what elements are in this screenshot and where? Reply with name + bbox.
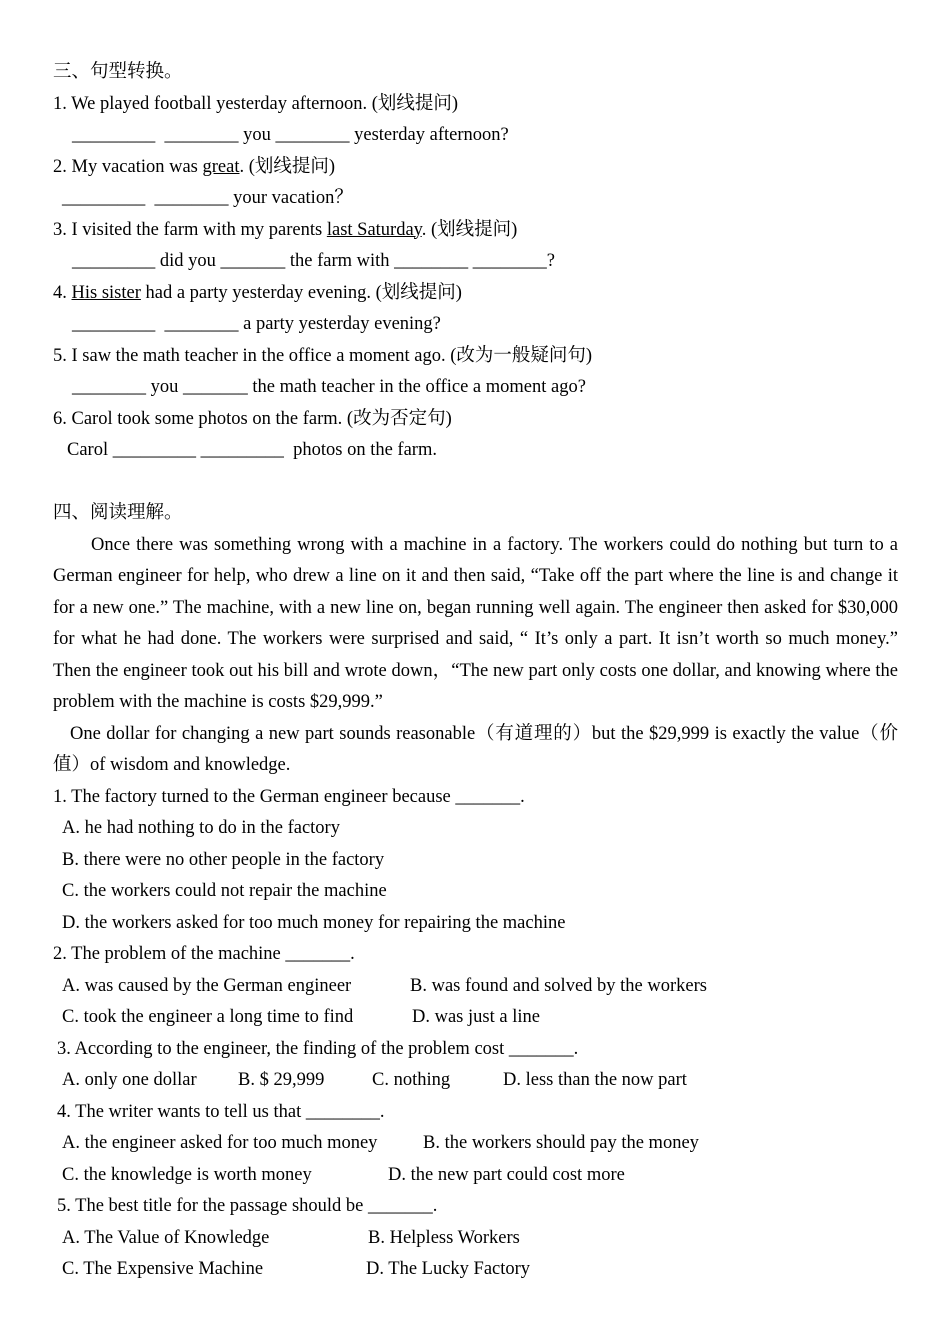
s3-answer-5: ________ you _______ the math teacher in the office a moment ago? xyxy=(72,377,586,397)
s3-answer-3: _________ did you _______ the farm with ________ ________? xyxy=(72,251,556,271)
option-5b: B. Helpless Workers xyxy=(368,1227,520,1248)
s3-question-4 xyxy=(53,278,898,310)
options-2-row-2 xyxy=(53,1002,898,1034)
option-2a: A. was caused by the German engineer xyxy=(62,975,352,996)
option-4a: A. the engineer asked for too much money xyxy=(62,1133,378,1153)
option-3c: C. nothing xyxy=(372,1070,451,1090)
reading-paragraph-2 xyxy=(53,719,898,782)
option-1c: C. the workers could not repair the machine xyxy=(62,881,387,901)
q-text: 3. I visited the farm with my parents xyxy=(53,219,327,240)
option-4b: B. the workers should pay the money xyxy=(423,1133,699,1153)
option-1d: D. the workers asked for too much money for repairing the machine xyxy=(62,912,566,933)
option-5d: D. The Lucky Factory xyxy=(366,1259,531,1279)
option-4c: C. the knowledge is worth money xyxy=(62,1164,312,1185)
option-2b: B. was found and solved by the workers xyxy=(410,975,707,996)
options-5-row-1 xyxy=(53,1223,898,1255)
option-1b: B. there were no other people in the factory xyxy=(62,849,385,870)
option-5c: C. The Expensive Machine xyxy=(62,1259,264,1279)
option-2d: D. was just a line xyxy=(412,1007,540,1027)
options-5-row-2 xyxy=(53,1254,898,1286)
q-text: had a party yesterday evening. (划线提问) xyxy=(140,282,462,303)
s3-question-1: 1. We played football yesterday afternoon. (划线提问) xyxy=(53,93,459,114)
reading-question-4: 4. The writer wants to tell us that ________. xyxy=(57,1101,385,1122)
underlined-word: His sister xyxy=(71,282,141,303)
q-text: . (划线提问) xyxy=(239,156,336,177)
section-4-heading: 四、阅读理解。 xyxy=(53,503,183,523)
paragraph-text: One dollar for changing a new part sounds reasonable（有道理的）but the $29,999 is exactly the value（价值）of wisdom and knowledge. xyxy=(53,723,898,775)
option-3d: D. less than the now part xyxy=(503,1070,687,1090)
paragraph-text: Once there was something wrong with a machine in a factory. The workers could do nothing but turn to a German engineer for help, who drew a line on it and then said, “Take off the part where the line is and change it for a new one.” The machine, with a new line on, began running well again. The engineer then asked for $30,000 for what he had done. The workers were surprised and said, “ It’s only a part. It isn’t worth so much money.” Then the engineer took out his bill and wrote down，“The new part only costs one dollar, and knowing where the problem with the machine is costs $29,999.” xyxy=(53,534,898,712)
reading-paragraph-1 xyxy=(53,530,898,719)
section-3-heading: 三、句型转换。 xyxy=(53,62,183,82)
reading-question-3: 3. According to the engineer, the finding of the problem cost _______. xyxy=(57,1038,579,1059)
option-1a: A. he had nothing to do in the factory xyxy=(62,818,340,838)
s3-answer-4: _________ ________ a party yesterday evening? xyxy=(72,314,441,334)
options-2-row-1 xyxy=(53,971,898,1003)
s3-answer-1: _________ ________ you ________ yesterday afternoon? xyxy=(72,125,509,145)
reading-question-2: 2. The problem of the machine _______. xyxy=(53,944,355,964)
options-4-row-1 xyxy=(53,1128,898,1160)
s3-question-3 xyxy=(53,215,898,247)
options-4-row-2 xyxy=(53,1160,898,1192)
q-text: 2. My vacation was xyxy=(53,156,203,177)
q-text: . (划线提问) xyxy=(421,219,518,240)
s3-answer-6: Carol _________ _________ photos on the farm. xyxy=(67,440,437,460)
s3-question-2 xyxy=(53,152,898,184)
option-3b: B. $ 29,999 xyxy=(238,1070,325,1090)
option-5a: A. The Value of Knowledge xyxy=(62,1227,270,1248)
option-3a: A. only one dollar xyxy=(62,1070,197,1090)
option-4d: D. the new part could cost more xyxy=(388,1164,625,1185)
option-2c: C. took the engineer a long time to find xyxy=(62,1007,354,1027)
s3-answer-2: _________ ________ your vacation？ xyxy=(62,188,353,208)
worksheet-page xyxy=(53,57,898,1286)
options-3-row xyxy=(53,1065,898,1097)
reading-question-1: 1. The factory turned to the German engineer because _______. xyxy=(53,786,525,807)
underlined-word: last Saturday xyxy=(326,219,422,240)
spacer xyxy=(53,467,898,499)
reading-question-5: 5. The best title for the passage should be _______. xyxy=(57,1196,438,1216)
s3-question-6: 6. Carol took some photos on the farm. (改为否定句) xyxy=(53,408,452,429)
s3-question-5: 5. I saw the math teacher in the office a moment ago. (改为一般疑问句) xyxy=(53,345,593,366)
underlined-word: great xyxy=(202,156,240,177)
q-text: 4. xyxy=(53,282,72,303)
